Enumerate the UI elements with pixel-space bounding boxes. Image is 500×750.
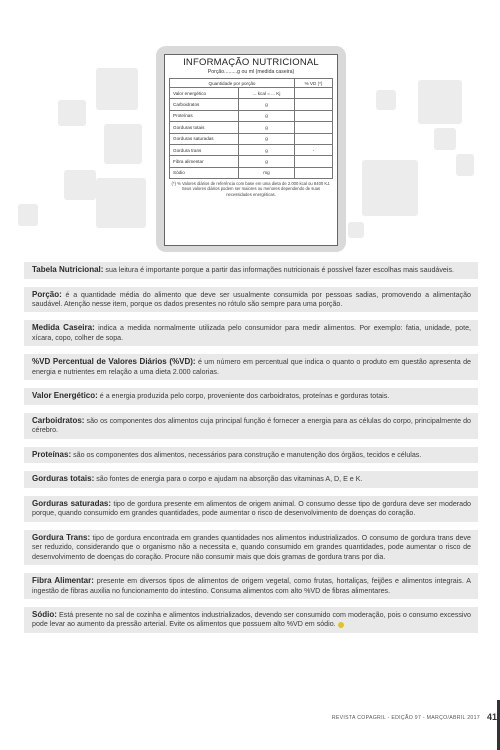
decor-square — [18, 204, 38, 226]
definition-text: são fontes de energia para o corpo e ajudam na absorção das vitaminas A, D, E e K. — [96, 475, 363, 484]
definition-text: é a quantidade média do alimento que deve ser usualmente consumida por pessoas sadias, promovendo a alimentação saudável. Atenção nesse item, porque os dados presentes no rótulo são sempre para uma porção. — [32, 290, 471, 309]
label-footnote: (*) % Valores diários de referência com base em uma dieta de 2.000 kcal ou 8400 KJ. Seus valores diários podem ser maiores ou menores dependendo de suas necessidades energéticas. — [171, 181, 331, 197]
decor-square — [58, 100, 86, 126]
footer-publication: REVISTA COPAGRIL - EDIÇÃO 97 - MARÇO/ABRIL 2017 — [331, 715, 480, 721]
definition-text: Está presente no sal de cozinha e alimentos industrializados, devendo ser consumido com moderação, pois o consumo excessivo pode levar ao aumento da pressão arterial. Evite os alimentos que possuem alto %VD em sódio. — [32, 610, 471, 629]
definition-box — [24, 447, 478, 464]
decor-square — [64, 170, 96, 200]
decor-square — [418, 80, 462, 124]
row-unit: g — [239, 144, 295, 155]
label-title: INFORMAÇÃO NUTRICIONAL — [183, 57, 319, 68]
definition-text: é a energia produzida pelo corpo, proveniente dos carboidratos, proteínas e gorduras totais. — [99, 392, 390, 401]
row-vd — [295, 122, 333, 133]
row-name: Valor energético — [170, 88, 239, 99]
smiley-icon — [338, 622, 344, 628]
page-number: 41 — [486, 712, 497, 722]
nutrition-table — [169, 78, 333, 179]
row-name: Carboidratos — [170, 99, 239, 110]
row-name: Gorduras totais — [170, 122, 239, 133]
row-unit: g — [239, 133, 295, 144]
decor-square — [362, 160, 418, 216]
page-footer — [0, 710, 500, 728]
decor-square — [434, 128, 456, 150]
definition-term: Porção: — [32, 289, 62, 299]
row-name: Fibra alimentar — [170, 156, 239, 167]
row-name: Gordura trans — [170, 144, 239, 155]
row-vd — [295, 110, 333, 121]
row-unit: ... kcal = ... Kj — [239, 88, 295, 99]
row-name: Sódio — [170, 167, 239, 178]
definition-term: Valor Energético: — [32, 391, 98, 401]
decor-square — [348, 222, 364, 238]
row-name: Gorduras saturadas — [170, 133, 239, 144]
table-row — [170, 88, 333, 99]
row-vd: - — [295, 144, 333, 155]
row-vd — [295, 88, 333, 99]
row-vd — [295, 156, 333, 167]
definition-text: são os componentes dos alimentos cuja principal função é fornecer a energia para as células do corpo, principalmente do cérebro. — [32, 416, 471, 435]
table-row — [170, 99, 333, 110]
table-header-row — [170, 79, 333, 88]
definition-term: Sódio: — [32, 609, 57, 619]
definition-text: presente em diversos tipos de alimentos de origem vegetal, como frutas, hortaliças, feijões e alimentos integrais. A ingestão de fibras auxilia no funcionamento do intestino. Consuma alimentos com alto %VD de fibras alimentares. — [32, 576, 471, 595]
table-row — [170, 133, 333, 144]
definition-box — [24, 287, 478, 313]
definition-box — [24, 388, 478, 405]
definition-box — [24, 413, 478, 439]
row-vd — [295, 167, 333, 178]
definition-box — [24, 320, 478, 346]
table-row — [170, 144, 333, 155]
table-row — [170, 167, 333, 178]
decor-square — [456, 154, 474, 176]
nutrition-label — [164, 54, 338, 246]
definition-term: Proteínas: — [32, 449, 72, 459]
definition-term: Tabela Nutricional: — [32, 265, 104, 274]
row-unit: g — [239, 99, 295, 110]
row-unit: g — [239, 156, 295, 167]
nutrition-label-card — [156, 46, 346, 252]
row-unit: g — [239, 110, 295, 121]
definition-box — [24, 354, 478, 380]
row-unit: g — [239, 122, 295, 133]
definition-text: são os componentes dos alimentos, necessários para construção e manutenção dos órgãos, tecidos e células. — [73, 450, 422, 459]
definition-box — [24, 607, 478, 633]
definition-text: sua leitura é importante porque a partir das informações nutricionais é possível fazer escolhas mais saudáveis. — [105, 266, 454, 274]
decor-square — [96, 178, 146, 228]
definition-box — [24, 262, 478, 279]
table-row — [170, 110, 333, 121]
definition-term: Gorduras saturadas: — [32, 498, 112, 508]
definition-box — [24, 496, 478, 522]
definition-term: Fibra Alimentar: — [32, 575, 94, 585]
decor-square — [376, 90, 396, 110]
definition-text: indica a medida normalmente utilizada pelo consumidor para medir alimentos. Por exemplo: fatia, unidade, pote, xícara, copo, colher de sopa. — [32, 324, 471, 342]
decor-square — [104, 124, 142, 164]
definition-term: Gordura Trans: — [32, 532, 91, 542]
definition-term: Gorduras totais: — [32, 474, 95, 484]
definition-term: %VD Percentual de Valores Diários (%VD): — [32, 357, 196, 367]
table-row — [170, 122, 333, 133]
definition-text: tipo de gordura encontrada em grandes quantidades nos alimentos industrializados. O consumo de gordura trans deve ser reduzido, considerando que o organismo não a necessita e, quando consumido em grandes quantidades, pode aumentar o risco de desenvolvimento de doenças do coração. Procure não consumir mais que dois gramas de gordura trans por dia. — [32, 533, 471, 561]
row-name: Proteínas — [170, 110, 239, 121]
decor-square — [96, 68, 138, 110]
definition-box — [24, 471, 478, 488]
header-quantity: Quantidade por porção — [170, 79, 295, 88]
definition-box — [24, 573, 478, 599]
definition-term: Medida Caseira: — [32, 323, 95, 333]
row-vd — [295, 99, 333, 110]
row-unit: mg — [239, 167, 295, 178]
definition-term: Carboidratos: — [32, 415, 85, 425]
label-subtitle: Porção.........g ou ml (medida caseira) — [207, 69, 295, 75]
definition-box — [24, 530, 478, 565]
row-vd — [295, 133, 333, 144]
definition-text: é um número em percentual que indica o quanto o produto em questão apresenta de energia e nutrientes em relação a uma dieta 2.000 calorias. — [32, 358, 471, 376]
definition-text: tipo de gordura presente em alimentos de origem animal. O consumo desse tipo de gordura deve ser moderado porque, quando consumido em grandes quantidades, pode aumentar o risco de desenvolvimento de doenças do coração. — [32, 499, 471, 518]
header-vd: % VD (*) — [295, 79, 333, 88]
definitions-list — [24, 262, 478, 641]
table-row — [170, 156, 333, 167]
